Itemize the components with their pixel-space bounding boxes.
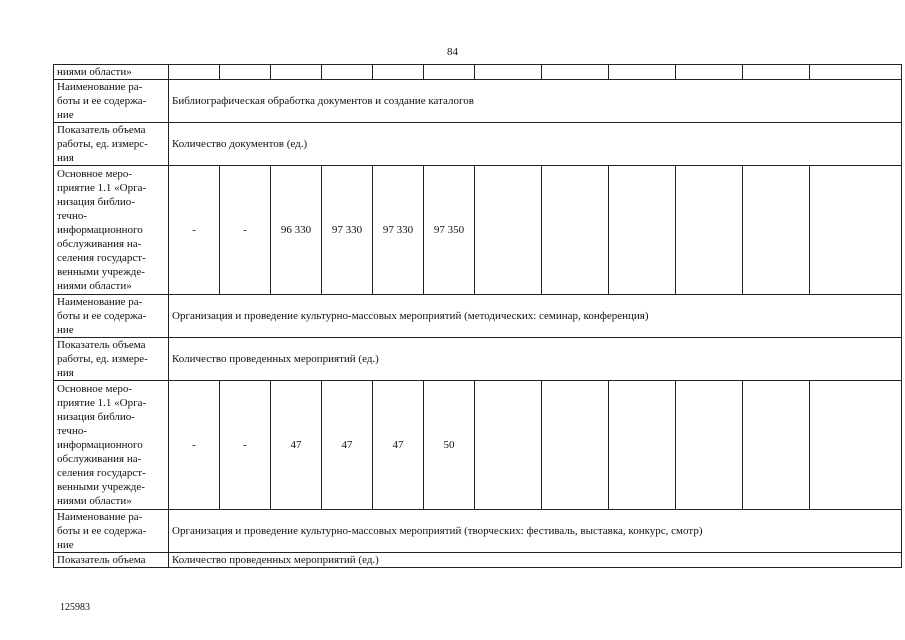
main-event-label-line: течно-	[57, 425, 87, 437]
main-event-label-line: Основное меро-	[57, 383, 133, 395]
indicator-value: Количество проведенных мероприятий (ед.)	[169, 553, 902, 568]
work-name-label-line: Наименование ра-	[57, 296, 143, 308]
value-cell: -	[220, 166, 271, 295]
value-cell	[475, 166, 542, 295]
work-name-value: Библиографическая обработка документов и создание каталогов	[169, 80, 902, 123]
indicator-label	[54, 553, 169, 568]
work-name-label-line: Наименование ра-	[57, 511, 143, 523]
work-name-label-line: боты и ее содержа-	[57, 310, 147, 322]
main-event-row	[54, 166, 902, 295]
main-event-label-line: селения государст-	[57, 252, 146, 264]
value-cell	[542, 166, 609, 295]
main-event-label-line: Основное меро-	[57, 168, 133, 180]
main-event-label-line: течно-	[57, 210, 87, 222]
value-cell	[743, 166, 810, 295]
value-cell: 97 330	[373, 166, 424, 295]
value-cell	[609, 166, 676, 295]
work-name-label-line: боты и ее содержа-	[57, 525, 147, 537]
footer-code: 125983	[60, 602, 90, 613]
main-event-label-line: обслуживания на-	[57, 453, 142, 465]
value-cell	[676, 381, 743, 510]
value-cell: -	[169, 381, 220, 510]
indicator-value: Количество документов (ед.)	[169, 123, 902, 166]
work-name-row	[54, 80, 902, 123]
indicator-label-line: работы, ед. измерс-	[57, 138, 148, 150]
value-cell: 96 330	[271, 166, 322, 295]
indicator-label-line: Показатель объема	[57, 124, 146, 136]
main-event-label-line: ниями области»	[57, 495, 132, 507]
indicator-value: Количество проведенных мероприятий (ед.)	[169, 338, 902, 381]
work-name-value: Организация и проведение культурно-массовых мероприятий (методических: семинар, конференция)	[169, 295, 902, 338]
indicator-label	[54, 123, 169, 166]
page-number: 84	[447, 46, 458, 58]
work-name-label-line: ние	[57, 539, 74, 551]
work-name-row	[54, 510, 902, 553]
indicator-label-line: работы, ед. измере-	[57, 353, 148, 365]
main-event-label-line: селения государст-	[57, 467, 146, 479]
work-name-label-line: ние	[57, 109, 74, 121]
main-event-row	[54, 381, 902, 510]
continuation-label: ниями области»	[54, 65, 169, 80]
indicator-label-line: Показатель объема	[57, 554, 146, 566]
main-event-label-line: приятие 1.1 «Орга-	[57, 397, 147, 409]
continuation-row	[54, 65, 902, 80]
main-event-label	[54, 166, 169, 295]
value-cell	[475, 381, 542, 510]
work-name-label-line: ние	[57, 324, 74, 336]
main-event-label-line: обслуживания на-	[57, 238, 142, 250]
work-name-label-line: Наименование ра-	[57, 81, 143, 93]
value-cell: -	[169, 166, 220, 295]
indicator-row	[54, 123, 902, 166]
value-cell	[810, 381, 902, 510]
value-cell: 97 350	[424, 166, 475, 295]
main-event-label-line: информационного	[57, 439, 143, 451]
main-event-label-line: информационного	[57, 224, 143, 236]
value-cell: 47	[373, 381, 424, 510]
indicator-label-line: ния	[57, 367, 74, 379]
main-event-label-line: низация библио-	[57, 411, 135, 423]
value-cell	[743, 381, 810, 510]
indicator-row	[54, 338, 902, 381]
value-cell	[609, 381, 676, 510]
main-event-label	[54, 381, 169, 510]
work-name-label	[54, 80, 169, 123]
indicator-label	[54, 338, 169, 381]
value-cell	[542, 381, 609, 510]
work-name-row	[54, 295, 902, 338]
value-cell: 97 330	[322, 166, 373, 295]
work-name-label-line: боты и ее содержа-	[57, 95, 147, 107]
indicator-row	[54, 553, 902, 568]
value-cell: 47	[322, 381, 373, 510]
value-cell	[810, 166, 902, 295]
work-name-label	[54, 295, 169, 338]
value-cell: 47	[271, 381, 322, 510]
main-event-label-line: низация библио-	[57, 196, 135, 208]
value-cell: -	[220, 381, 271, 510]
main-event-label-line: приятие 1.1 «Орга-	[57, 182, 147, 194]
main-event-label-line: венными учрежде-	[57, 266, 145, 278]
main-event-label-line: венными учрежде-	[57, 481, 145, 493]
main-event-label-line: ниями области»	[57, 280, 132, 292]
indicator-label-line: Показатель объема	[57, 339, 146, 351]
value-cell: 50	[424, 381, 475, 510]
work-name-value: Организация и проведение культурно-массовых мероприятий (творческих: фестиваль, выставка, конкурс, смотр)	[169, 510, 902, 553]
value-cell	[676, 166, 743, 295]
indicator-label-line: ния	[57, 152, 74, 164]
work-name-label	[54, 510, 169, 553]
program-table	[53, 64, 902, 568]
